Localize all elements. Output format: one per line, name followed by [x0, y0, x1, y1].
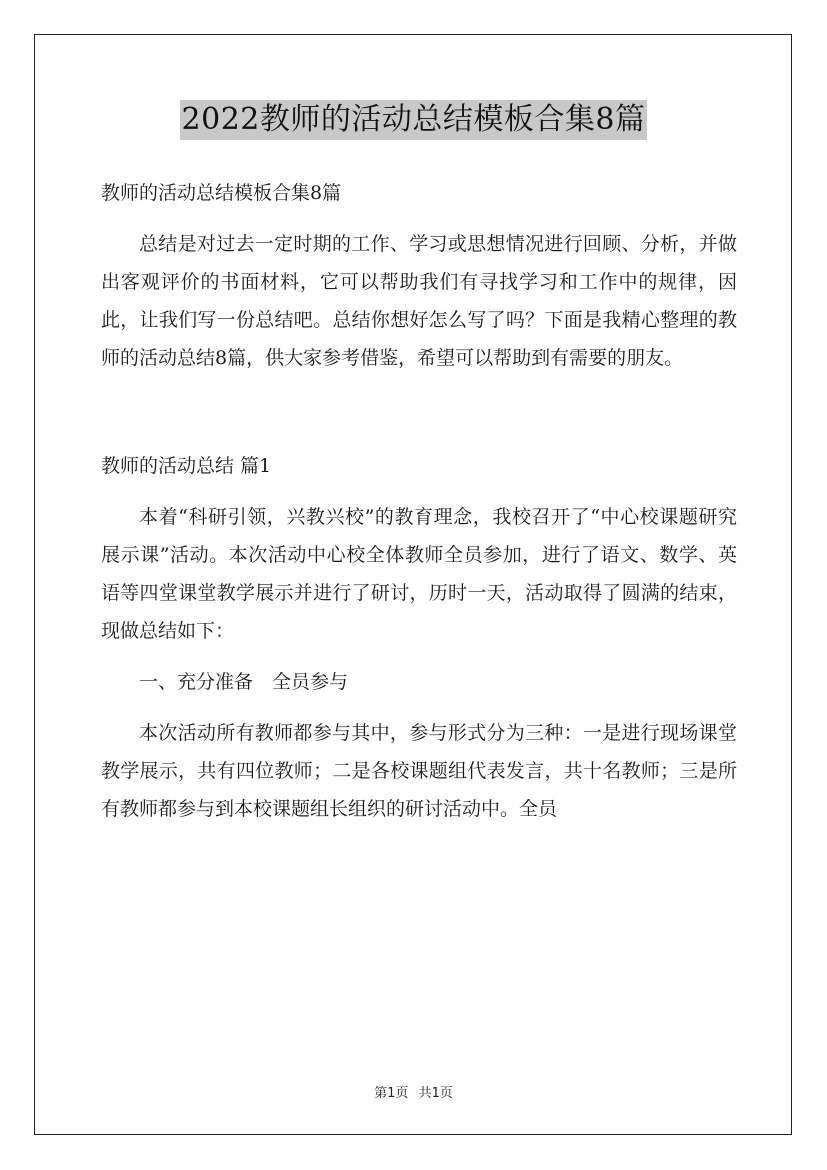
spacer [101, 650, 737, 663]
spacer [101, 377, 737, 447]
page-number: 第1页 [374, 1086, 409, 1101]
section-subheading: 一、充分准备 全员参与 [139, 671, 349, 693]
intro-paragraph: 总结是对过去一定时期的工作、学习或思想情况进行回顾、分析，并做出客观评价的书面材料，它可以帮助我们有寻找学习和工作中的规律，因此，让我们写一份总结吧。总结你想好怎么写了吗？下面是我精心整理的教师的活动总结8篇，供大家参考借鉴，希望可以帮助到有需要的朋友。 [101, 233, 737, 369]
spacer [101, 701, 737, 714]
title-container [0, 100, 827, 140]
spacer [101, 212, 737, 225]
spacer [101, 485, 737, 498]
document-body [101, 174, 737, 828]
section-heading: 教师的活动总结 篇1 [101, 455, 272, 477]
section-paragraph: 本着“科研引领，兴教兴校”的教育理念，我校召开了“中心校课题研究展示课”活动。本次活动中心校全体教师全员参加，进行了语文、数学、英语等四堂课堂教学展示并进行了研讨，历时一天，活动取得了圆满的结束，现做总结如下： [101, 506, 737, 642]
page-footer [0, 1082, 827, 1101]
document-title: 2022教师的活动总结模板合集8篇 [180, 100, 648, 140]
page-total: 共1页 [418, 1086, 453, 1101]
section-paragraph: 本次活动所有教师都参与其中，参与形式分为三种：一是进行现场课堂教学展示，共有四位教师；二是各校课题组代表发言，共十名教师；三是所有教师都参与到本校课题组长组织的研讨活动中。全员 [101, 722, 737, 820]
intro-heading: 教师的活动总结模板合集8篇 [101, 182, 342, 204]
